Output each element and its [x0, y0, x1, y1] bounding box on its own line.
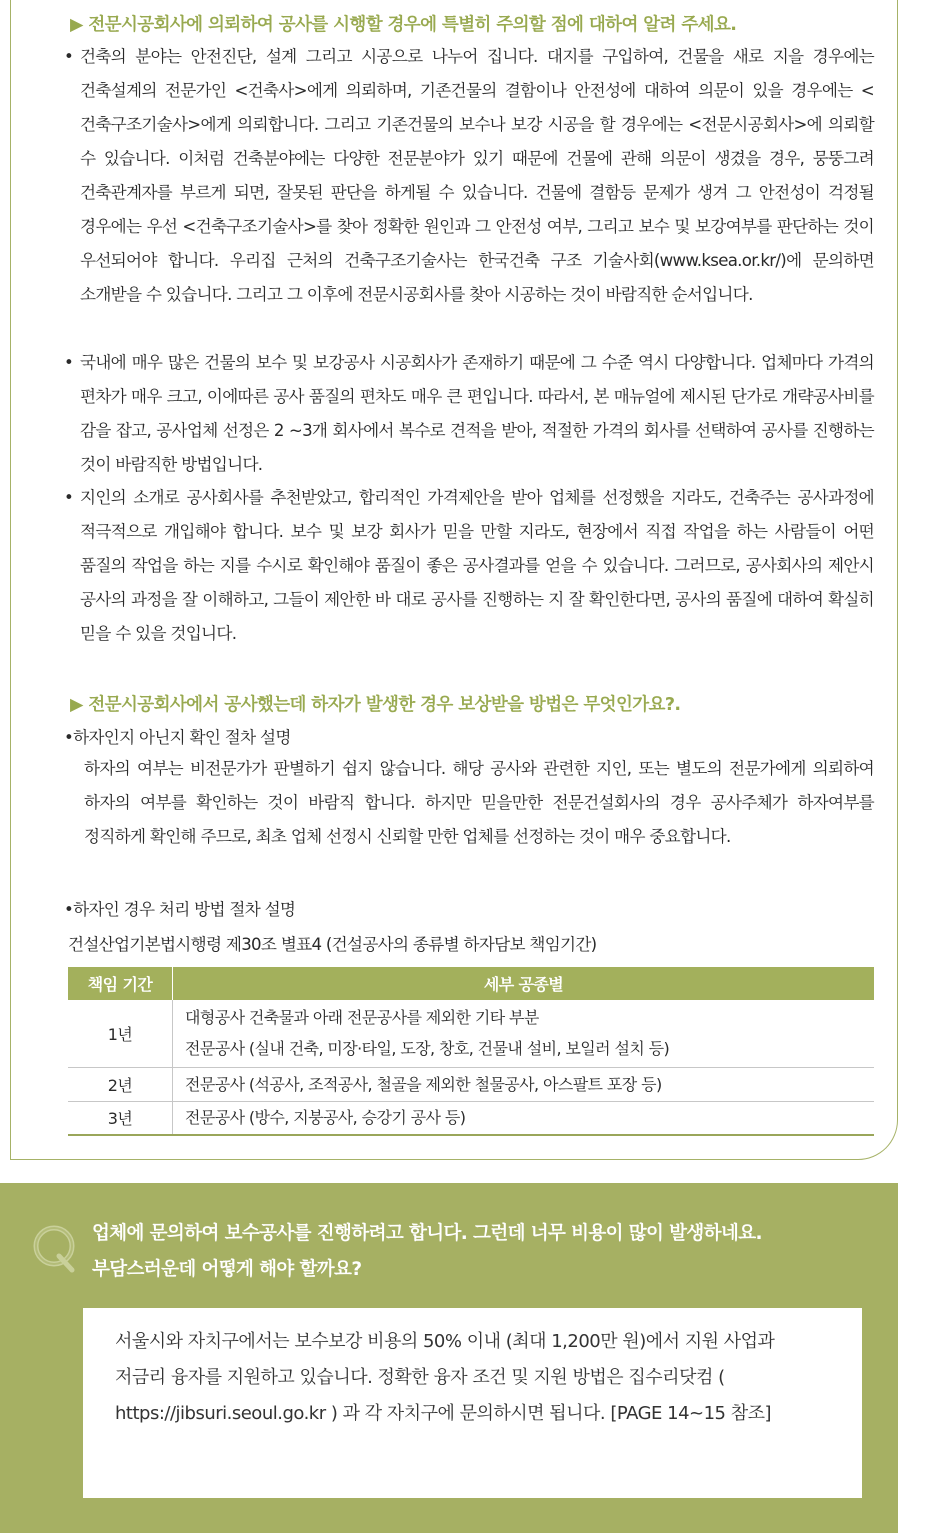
section1-bullet-1 — [64, 40, 874, 312]
section1-bullet-1-text: 건축의 분야는 안전진단, 설계 그리고 시공으로 나누어 집니다. 대지를 구입하여, 건물을 새로 지을 경우에는 건축설계의 전문가인 <건축사>에게 의뢰하며, 기존건물의 결함이나 안전성에 대하여 의문이 있을 경우에는 <건축구조기술사>에게 의뢰합니다. 그리고 기존건물의 보수나 보강 시공을 할 경우에는 <전문시공회사>에 의뢰할 수 있습니다. 이처럼 건축분야에는 다양한 전문분야가 있기 때문에 건물에 관해 의문이 생겼을 경우, 뭉뚱그려 건축관계자를 부르게 되면, 잘못된 판단을 하게될 수 있습니다. 건물에 결함등 문제가 생겨 그 안전성이 걱정될 경우에는 우선 <건축구조기술사>를 찾아 정확한 원인과 그 안전성 여부, 그리고 보수 및 보강여부를 판단하는 것이 우선되어야 합니다. 우리집 근처의 건축구조기술사는 한국건축 구조 기술사회(www.ksea.or.kr/)에 문의하면 소개받을 수 있습니다. 그리고 그 이후에 전문시공회사를 찾아 시공하는 것이 바람직한 순서입니다. — [80, 47, 874, 304]
item1-title-text: 하자인지 아닌지 확인 절차 설명 — [73, 728, 291, 747]
detail-cell — [173, 1067, 875, 1101]
warranty-period-table — [68, 967, 874, 1136]
answer-box — [83, 1308, 862, 1498]
item2-title — [64, 896, 295, 920]
section1-heading: ▶ 전문시공회사에 의뢰하여 공사를 시행할 경우에 특별히 주의할 점에 대하여 알려 주세요. — [70, 15, 737, 35]
section1-bullet-3 — [64, 481, 874, 651]
period-cell: 1년 — [68, 1000, 173, 1067]
q-letter-icon — [32, 1222, 78, 1274]
detail-line: 전문공사 (석공사, 조적공사, 철골을 제외한 철물공사, 아스팔트 포장 등) — [185, 1074, 662, 1094]
table-header-row — [68, 967, 874, 1000]
bullet-dot: • — [64, 900, 74, 919]
header-period: 책임 기간 — [68, 967, 173, 1000]
bullet-dot: • — [64, 728, 74, 747]
section1-bullet-2 — [64, 346, 874, 482]
table-row — [68, 1067, 874, 1101]
item1-title — [64, 724, 291, 748]
section2-heading: ▶ 전문시공회사에서 공사했는데 하자가 발생한 경우 보상받을 방법은 무엇인가요?. — [70, 695, 681, 715]
period-cell: 3년 — [68, 1101, 173, 1135]
detail-line: 전문공사 (방수, 지붕공사, 승강기 공사 등) — [185, 1108, 466, 1128]
detail-line: 대형공사 건축물과 아래 전문공사를 제외한 기타 부분 — [185, 1008, 539, 1028]
question-text: 업체에 문의하여 보수공사를 진행하려고 합니다. 그런데 너무 비용이 많이 발생하네요. 부담스러운데 어떻게 해야 할까요? — [92, 1223, 762, 1280]
item2-title-text: 하자인 경우 처리 방법 절차 설명 — [73, 900, 296, 919]
bullet-dot: • — [64, 353, 74, 372]
bullet-dot: • — [64, 488, 74, 507]
item1-body: 하자의 여부는 비전문가가 판별하기 쉽지 않습니다. 해당 공사와 관련한 지인, 또는 별도의 전문가에게 의뢰하여 하자의 여부를 확인하는 것이 바람직 합니다. 하지만 믿을만한 전문건설회사의 경우 공사주체가 하자여부를 정직하게 확인해 주므로, 최초 업체 선정시 신뢰할 만한 업체를 선정하는 것이 매우 중요합니다. — [84, 759, 874, 846]
detail-line: 전문공사 (실내 건축, 미장·타일, 도장, 창호, 건물내 설비, 보일러 설치 등) — [185, 1039, 670, 1059]
section1-bullet-3-text: 지인의 소개로 공사회사를 추천받았고, 합리적인 가격제안을 받아 업체를 선정했을 지라도, 건축주는 공사과정에 적극적으로 개입해야 합니다. 보수 및 보강 회사가 믿을 만할 지라도, 현장에서 직접 작업을 하는 사람들이 어떤 품질의 작업을 하는 지를 수시로 확인해야 품질이 좋은 공사결과를 얻을 수 있습니다. 그러므로, 공사회사의 제안시 공사의 과정을 잘 이해하고, 그들이 제안한 바 대로 공사를 진행하는 지 잘 확인한다면, 공사의 품질에 대하여 확실히 믿을 수 있을 것입니다. — [80, 488, 874, 643]
answer-text: 서울시와 자치구에서는 보수보강 비용의 50% 이내 (최대 1,200만 원)에서 지원 사업과 저금리 융자를 지원하고 있습니다. 정확한 융자 조건 및 지원 방법은 집수리닷컴 ( https://jibsuri.seoul.go.kr ) 과 각 자치구에 문의하시면 됩니다. [PAGE 14~15 참조] — [115, 1331, 775, 1424]
header-details: 세부 공종별 — [173, 967, 875, 1000]
section1-bullet-2-text: 국내에 매우 많은 건물의 보수 및 보강공사 시공회사가 존재하기 때문에 그 수준 역시 다양합니다. 업체마다 가격의 편차가 매우 크고, 이에따른 공사 품질의 편차도 매우 큰 편입니다. 따라서, 본 매뉴얼에 제시된 단가로 개략공사비를 감을 잡고, 공사업체 선정은 2 ~3개 회사에서 복수로 견적을 받아, 적절한 가격의 회사를 선택하여 공사를 진행하는 것이 바람직한 방법입니다. — [80, 353, 874, 474]
bullet-dot: • — [64, 47, 74, 66]
period-cell: 2년 — [68, 1067, 173, 1101]
detail-cell — [173, 1000, 875, 1067]
table-caption: 건설산업기본법시행령 제30조 별표4 (건설공사의 종류별 하자담보 책임기간) — [68, 935, 597, 954]
table-row — [68, 1000, 874, 1067]
table-row — [68, 1101, 874, 1135]
detail-cell — [173, 1101, 875, 1135]
